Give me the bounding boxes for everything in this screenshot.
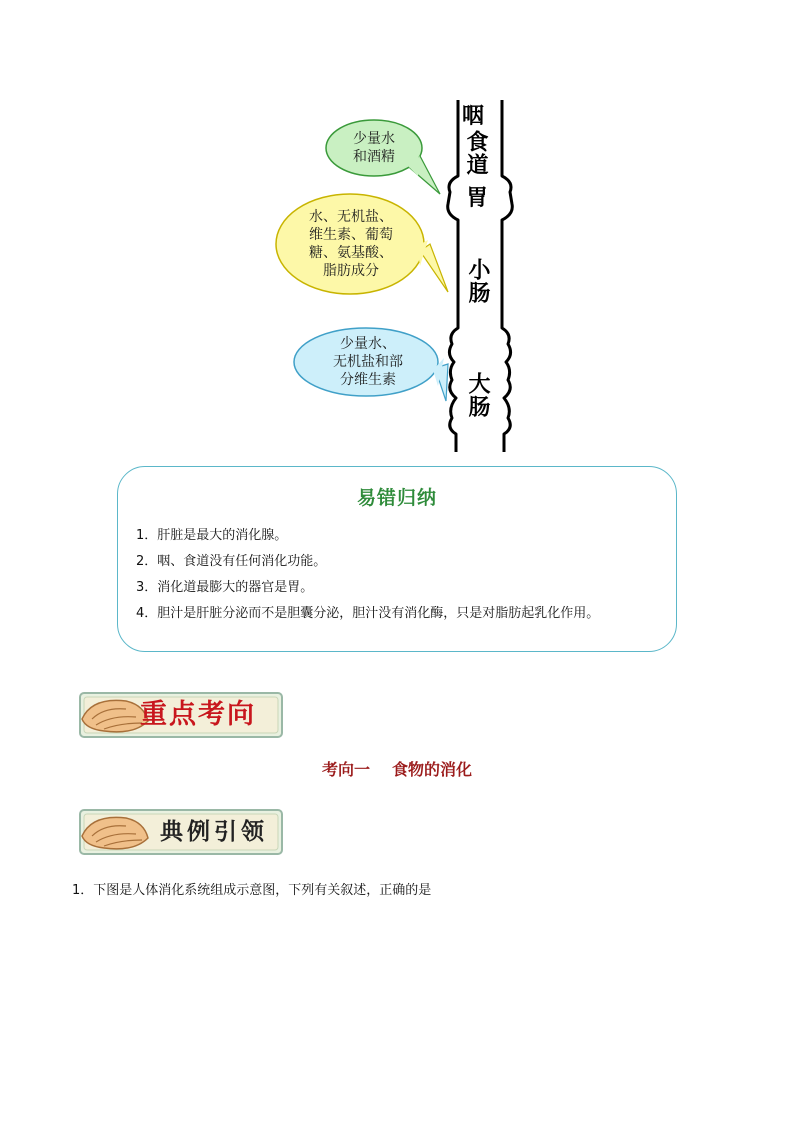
small-intestine-bubble-line: 脂肪成分 — [323, 263, 379, 279]
typical-examples-banner — [74, 806, 286, 858]
common-mistakes-box — [117, 466, 677, 652]
key-points-banner — [74, 689, 286, 741]
large-intestine-bubble-line: 分维生素 — [340, 372, 396, 388]
small-intestine-bubble-text — [284, 208, 418, 280]
small-intestine-label: 小肠 — [465, 258, 490, 304]
stomach-label: 胃 — [466, 186, 489, 211]
typical-examples-label: 典例引领 — [160, 818, 268, 845]
section-title: 食物的消化 — [392, 760, 473, 779]
section-heading — [0, 757, 794, 780]
question-text: 1．下图是人体消化系统组成示意图，下列有关叙述，正确的是 — [72, 883, 432, 898]
list-item: 4．胆汁是肝脏分泌而不是胆囊分泌，胆汁没有消化酶，只是对脂肪起乳化作用。 — [136, 606, 600, 621]
common-mistakes-list — [136, 523, 599, 627]
small-intestine-bubble-line: 维生素、葡萄 — [309, 227, 393, 243]
small-intestine-bubble-line: 糖、氨基酸、 — [309, 245, 393, 261]
pharynx-label: 咽 — [462, 104, 485, 129]
list-item: 3．消化道最膨大的器官是胃。 — [136, 580, 314, 595]
digestive-absorption-diagram — [270, 96, 530, 456]
section-number: 考向一 — [321, 760, 370, 779]
esophagus-label: 食道 — [463, 130, 488, 176]
large-intestine-bubble-line: 无机盐和部 — [333, 354, 403, 370]
stomach-bubble-line: 少量水 — [353, 131, 395, 147]
stomach-bubble-text — [332, 130, 416, 166]
key-points-label: 重点考向 — [140, 699, 256, 730]
small-intestine-bubble-line: 水、无机盐、 — [309, 209, 393, 225]
list-item: 2．咽、食道没有任何消化功能。 — [136, 554, 327, 569]
large-intestine-label: 大肠 — [465, 372, 490, 418]
list-item: 1．肝脏是最大的消化腺。 — [136, 528, 288, 543]
common-mistakes-title: 易错归纳 — [356, 487, 437, 509]
large-intestine-bubble-line: 少量水、 — [340, 336, 396, 352]
large-intestine-bubble-text — [306, 335, 430, 389]
stomach-bubble-line: 和酒精 — [353, 149, 395, 165]
